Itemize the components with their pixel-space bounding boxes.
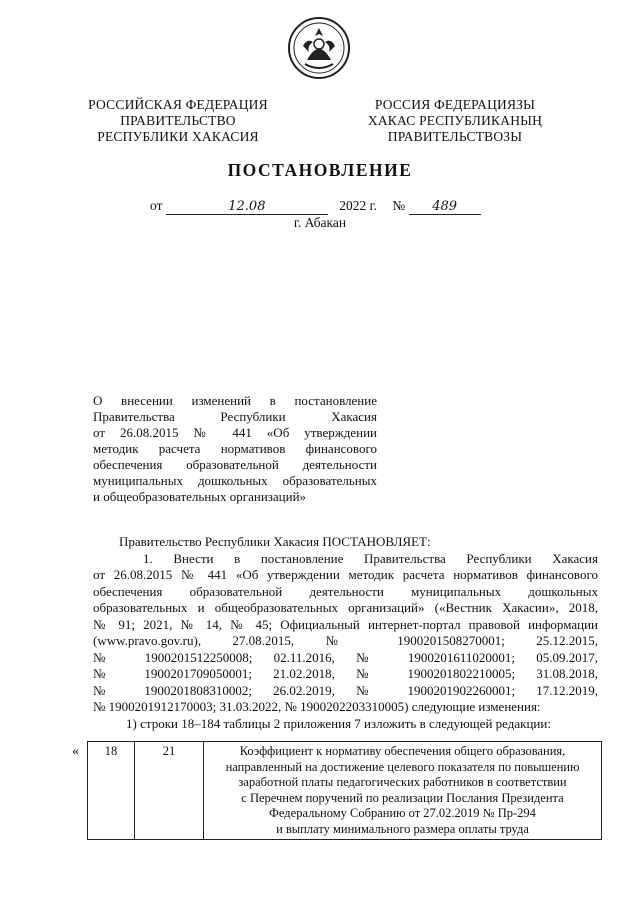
number-label: № [392,198,406,213]
date-prefix: от [150,198,163,213]
subject-line: от 26.08.2015 № 441 «Об утверждении [93,425,377,440]
subject-line: обеспечения образовательной деятельности [93,457,377,472]
amendment-table [87,741,602,840]
description-line: и выплату минимального размера оплаты труда [276,821,529,836]
city: г. Абакан [293,215,347,230]
header-right-line: ХАКАС РЕСПУБЛИКАНЫҢ [367,113,543,128]
open-quote: « [72,744,79,759]
paragraph-line: № 1900201912170003; 31.03.2022, № 1900202203310005) следующие изменения: [93,699,541,714]
date-number-line [150,198,481,215]
subject-line: О внесении изменений в постановление [93,393,377,408]
number-handwritten: 489 [409,199,481,215]
subject-line: методик расчета нормативов финансового [93,441,377,456]
description-line: Коэффициент к нормативу обеспечения общего образования, [239,744,566,758]
description-line: направленный на достижение целевого показателя по повышению [225,759,580,774]
header-left-line: РОССИЙСКАЯ ФЕДЕРАЦИЯ [88,97,268,112]
subject-line: и общеобразовательных организаций» [93,489,307,504]
header-left-line: ПРАВИТЕЛЬСТВО [120,113,236,128]
item-line: 1) строки 18–184 таблицы 2 приложения 7 изложить в следующей редакции: [126,715,551,731]
description-line: заработной платы педагогических работников в соответствии [238,775,567,789]
table-row [88,742,602,840]
description-line: Федеральному Собранию от 27.02.2019 № Пр-294 [269,806,536,820]
paragraph-line: от 26.08.2015 № 441 «Об утверждении методик расчета нормативов финансового [93,567,598,582]
paragraph-line: № 91; 2021, № 14, № 45; Официальный интернет-портал правовой информации [93,616,598,632]
header-left-line: РЕСПУБЛИКИ ХАКАСИЯ [97,129,259,144]
description-line: с Перечнем поручений по реализации Послания Президента [241,790,564,805]
resolution-line: Правительство Республики Хакасия ПОСТАНОВЛЯЕТ: [119,534,431,549]
body-text [93,534,598,732]
header-right-line: РОССИЯ ФЕДЕРАЦИЯЗЫ [374,97,536,112]
table-cell-row-number: 18 [88,742,135,840]
paragraph-line: обеспечения образовательной деятельности муниципальных дошкольных [93,583,598,599]
paragraph-line: 1. Внести в постановление Правительства Республики Хакасия [143,550,598,566]
date-handwritten: 12.08 [166,199,328,215]
paragraph-line: № 1900201808310002; 26.02.2019, № 1900201902260001; 17.12.2019, [93,682,598,698]
header-right-line: ПРАВИТЕЛЬСТВОЗЫ [387,129,523,144]
table-cell-description [204,742,602,840]
paragraph-line: образовательных и общеобразовательных организаций» («Вестник Хакасии», 2018, [93,600,598,615]
header-right [350,97,560,145]
table-cell-code: 21 [135,742,204,840]
paragraph-line: (www.pravo.gov.ru), 27.08.2015, № 1900201508270001; 25.12.2015, [93,633,598,648]
subject-line: Правительства Республики Хакасия [93,409,377,424]
subject-block [93,393,377,505]
paragraph-line: № 1900201512250008; 02.11.2016, № 1900201611020001; 05.09.2017, [93,649,598,665]
document-title: ПОСТАНОВЛЕНИЕ [227,160,413,180]
header-left [78,97,278,145]
date-year: 2022 г. [339,198,377,213]
paragraph-line: № 1900201709050001; 21.02.2018, № 1900201802210005; 31.08.2018, [93,666,598,681]
coat-of-arms-emblem [287,16,351,80]
subject-line: муниципальных дошкольных образовательных [93,473,377,488]
